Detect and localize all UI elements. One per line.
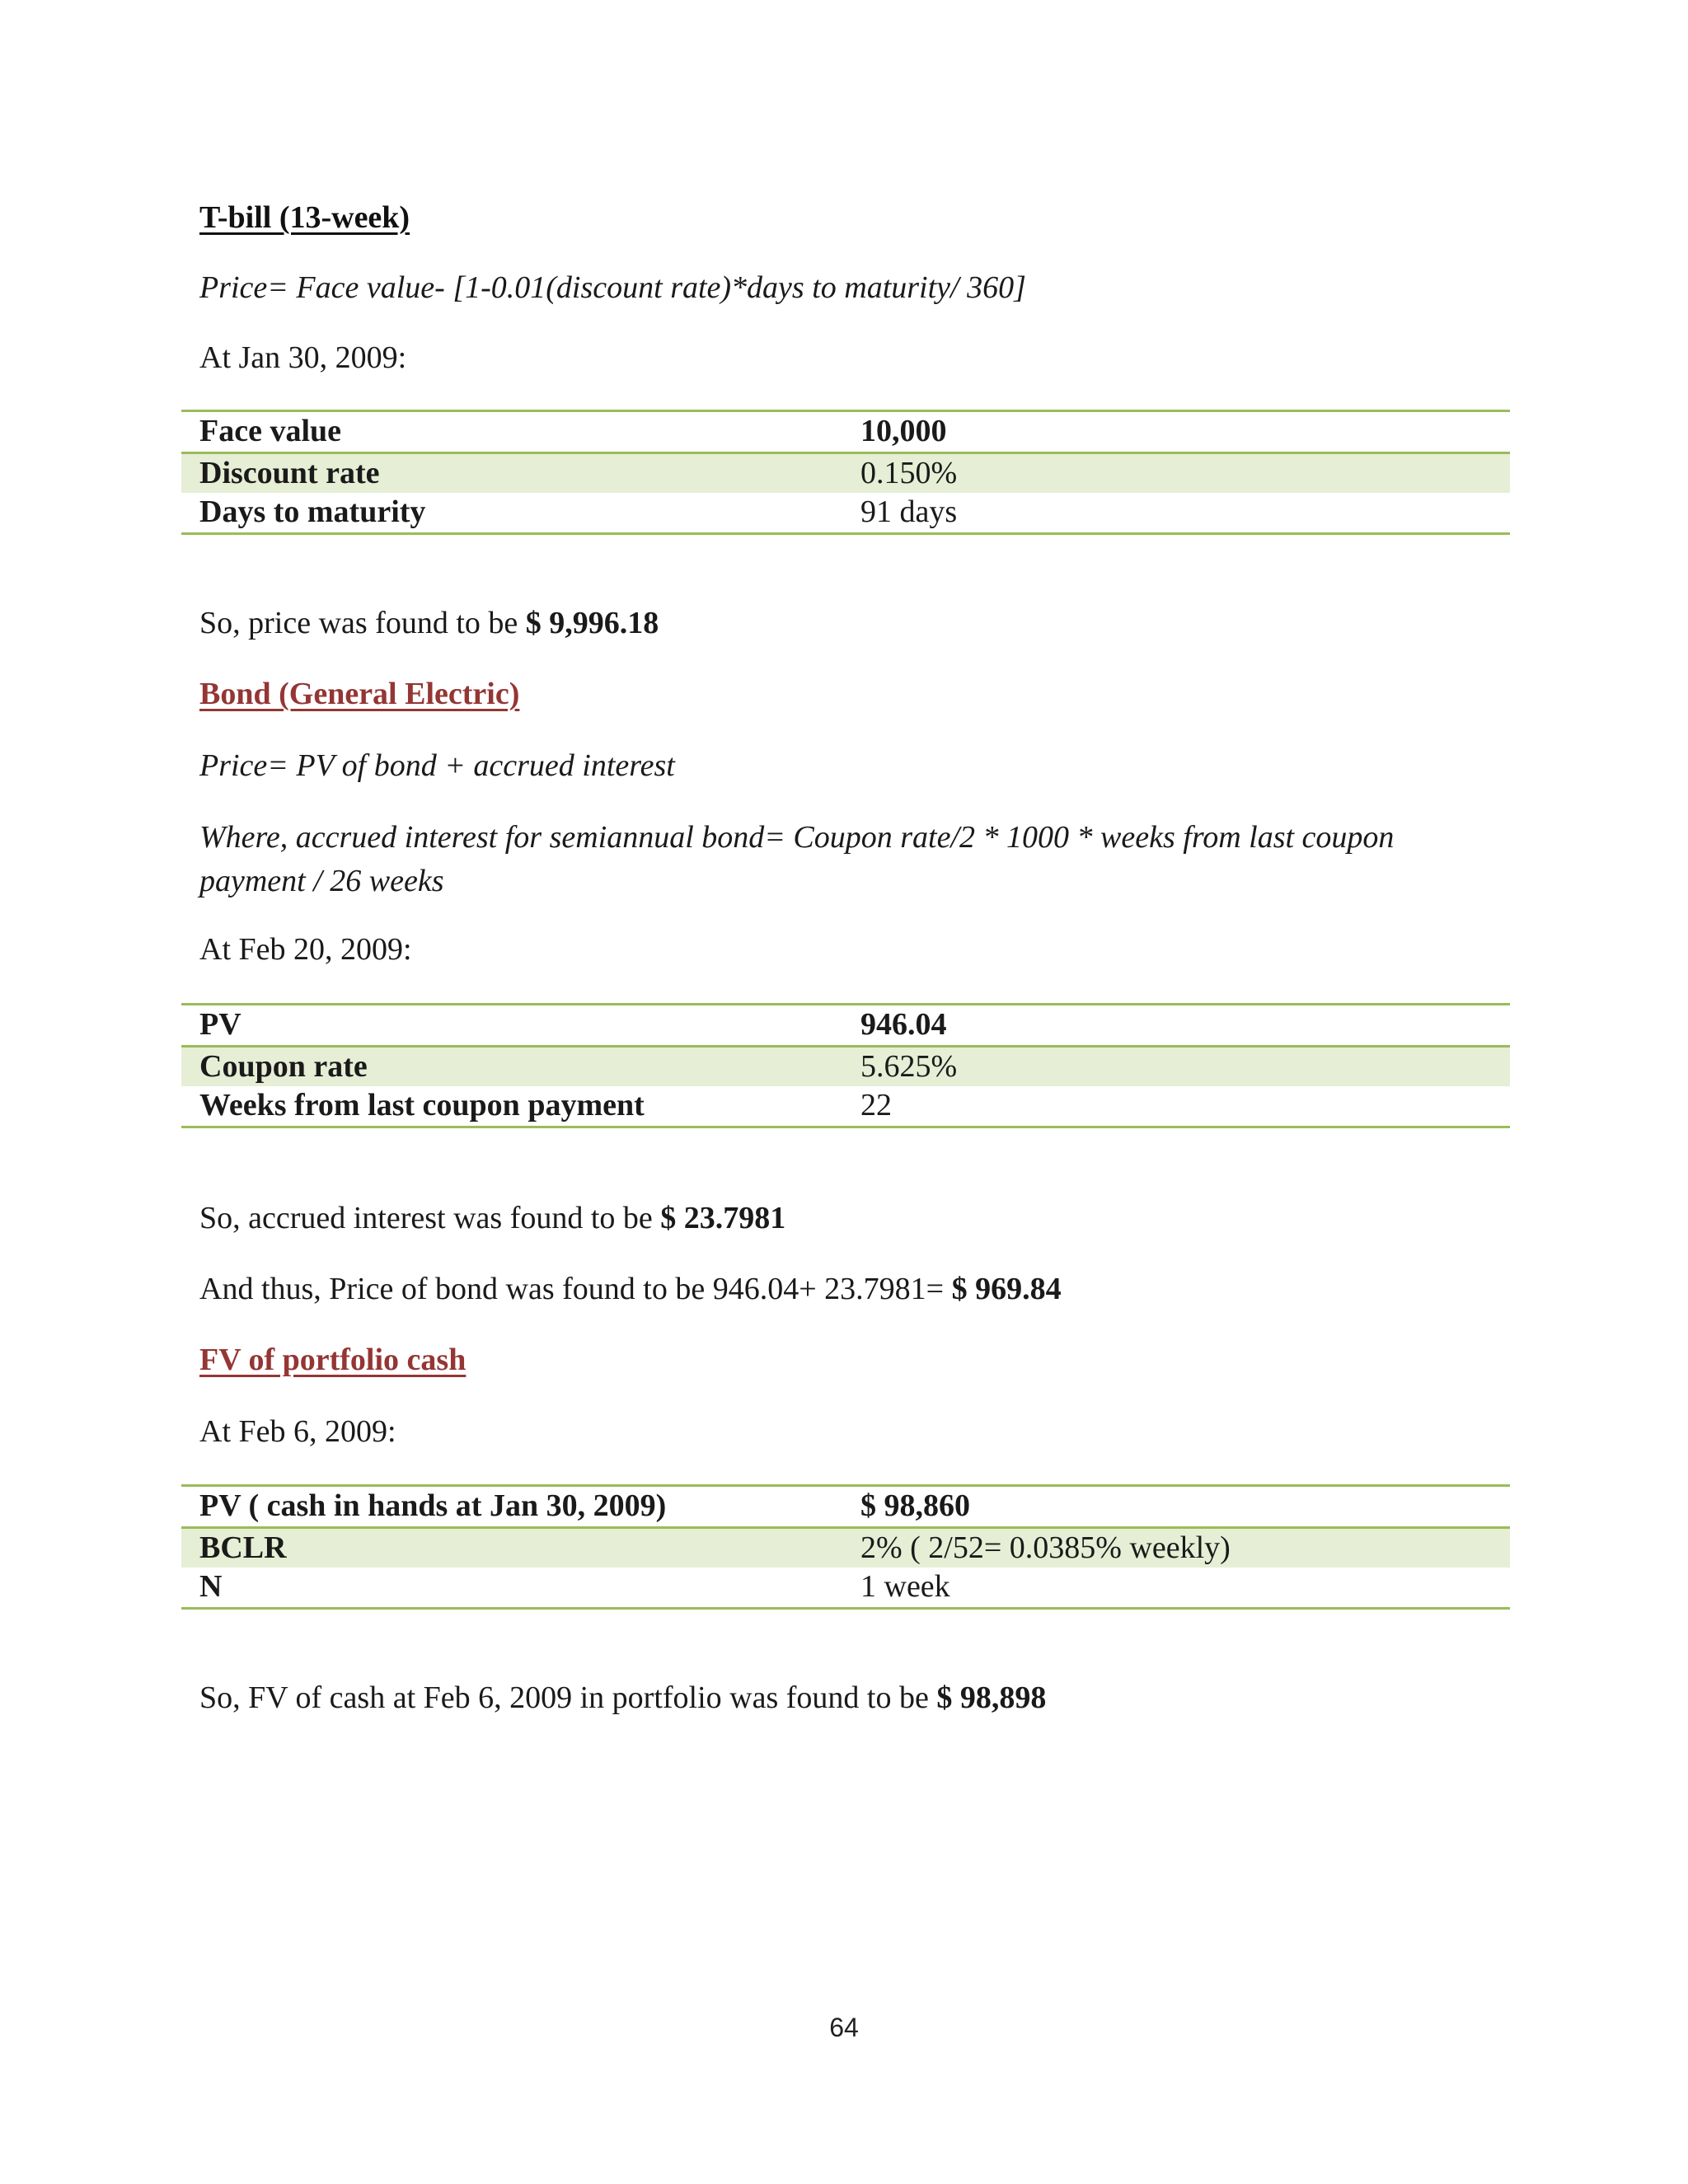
tbill-table (181, 410, 1510, 535)
bond-accrued-text: So, accrued interest was found to be (199, 1201, 661, 1235)
bond-price-result (199, 1269, 1062, 1310)
cash-table (181, 1484, 1510, 1610)
table-cell-label: Coupon rate (181, 1046, 842, 1086)
bond-date-line: At Feb 20, 2009: (199, 932, 412, 967)
bond-where-line: Where, accrued interest for semiannual bond= Coupon rate/2 * 1000 * weeks from last coupon payment / 26 weeks (199, 820, 1395, 899)
table-row (181, 1527, 1510, 1568)
table-cell-value: 22 (860, 1088, 892, 1123)
cash-result (199, 1678, 1046, 1718)
cash-date-line: At Feb 6, 2009: (199, 1414, 396, 1449)
bond-accrued-value: $ 23.7981 (660, 1201, 786, 1235)
table-row (181, 1005, 1510, 1047)
table-cell-value: $ 98,860 (842, 1486, 1510, 1528)
tbill-formula: Price= Face value- [1-0.01(discount rate)*days to maturity/ 360] (199, 270, 1026, 305)
table-cell-label: BCLR (181, 1527, 842, 1568)
table-cell-label: N (199, 1569, 223, 1605)
tbill-result-value: $ 9,996.18 (525, 606, 659, 640)
table-cell-value: 2% ( 2/52= 0.0385% weekly) (842, 1527, 1510, 1568)
bond-price-text: And thus, Price of bond was found to be 946.04+ 23.7981= (199, 1272, 952, 1306)
cash-result-value: $ 98,898 (936, 1680, 1047, 1715)
table-row (181, 493, 1510, 533)
page-number: 64 (829, 2013, 859, 2042)
tbill-result (199, 603, 659, 644)
table-cell-label: PV (181, 1005, 842, 1047)
table-row (181, 452, 1510, 493)
tbill-heading: T-bill (13-week) (199, 200, 410, 235)
table-cell-value: 946.04 (842, 1005, 1510, 1047)
cash-result-text: So, FV of cash at Feb 6, 2009 in portfolio was found to be (199, 1680, 937, 1715)
table-cell-value: 10,000 (842, 411, 1510, 453)
table-row (181, 411, 1510, 453)
table-row (181, 1486, 1510, 1528)
table-row (181, 1046, 1510, 1086)
table-cell-label: Face value (181, 411, 842, 453)
table-cell-label: Weeks from last coupon payment (199, 1088, 645, 1123)
cash-heading: FV of portfolio cash (199, 1343, 467, 1377)
bond-accrued-result (199, 1198, 785, 1239)
tbill-date-line: At Jan 30, 2009: (199, 340, 407, 375)
table-row (181, 1086, 1510, 1127)
table-cell-label: Discount rate (181, 452, 842, 493)
bond-table (181, 1003, 1510, 1128)
table-row (181, 1568, 1510, 1608)
bond-formula: Price= PV of bond + accrued interest (199, 748, 675, 783)
bond-heading: Bond (General Electric) (199, 677, 520, 711)
tbill-result-text: So, price was found to be (199, 606, 526, 640)
table-cell-value: 0.150% (842, 452, 1510, 493)
table-cell-value: 5.625% (842, 1046, 1510, 1086)
table-cell-label: PV ( cash in hands at Jan 30, 2009) (181, 1486, 842, 1528)
table-cell-value: 91 days (860, 494, 958, 530)
table-cell-value: 1 week (860, 1569, 950, 1605)
table-cell-label: Days to maturity (199, 494, 426, 530)
bond-price-value: $ 969.84 (951, 1272, 1062, 1306)
